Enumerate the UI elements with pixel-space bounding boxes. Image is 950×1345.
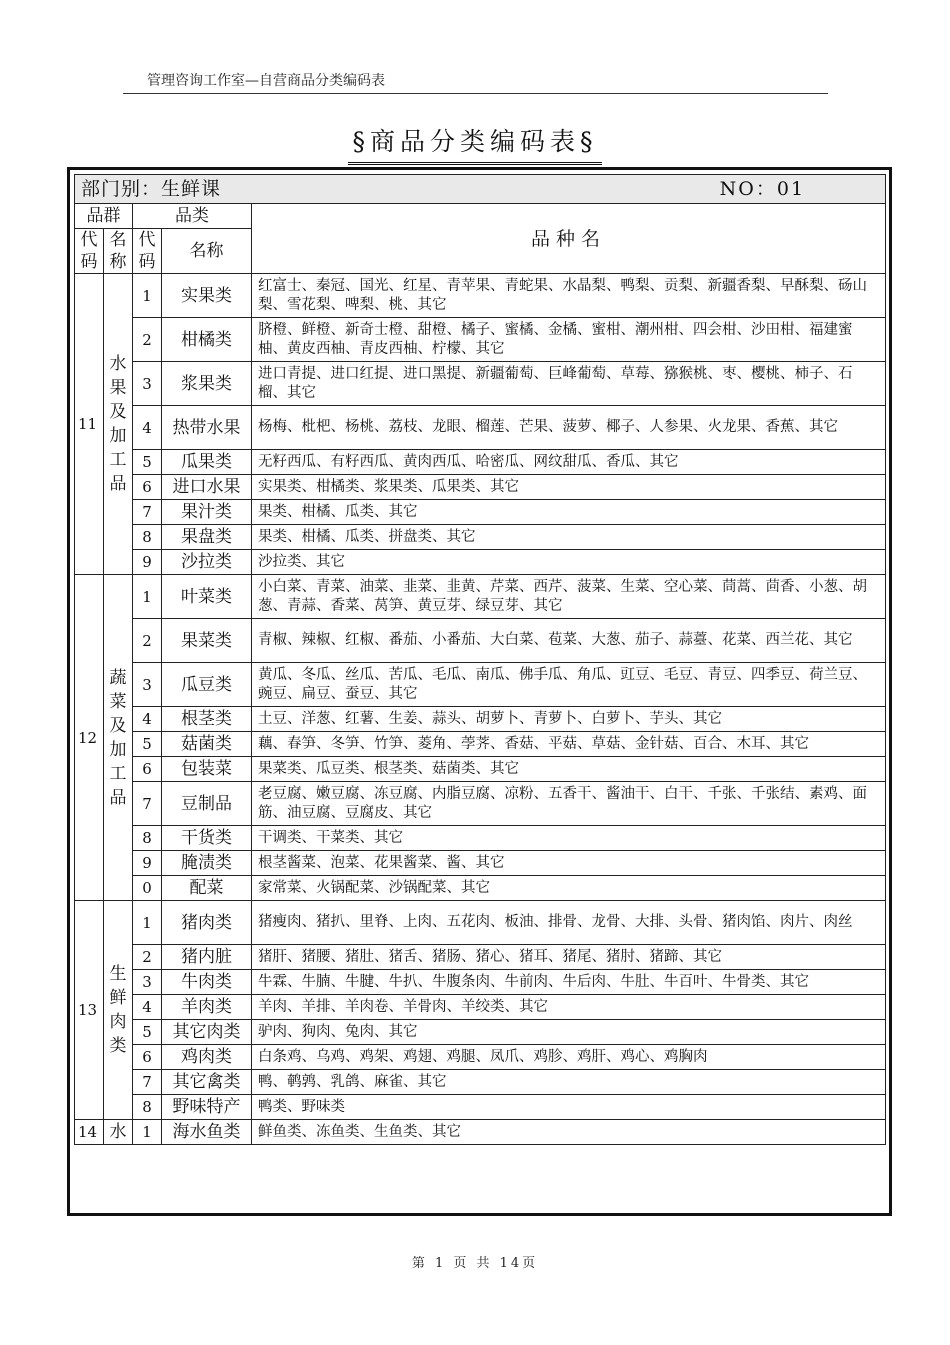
table-row [75, 945, 886, 970]
department-number: NO：01 [719, 178, 806, 200]
department-label: 部门别：生鲜课 [81, 178, 222, 200]
group-header: 品群 [75, 204, 133, 229]
category-name: 沙拉类 [162, 550, 252, 575]
code-table-frame [67, 167, 892, 1216]
category-varieties: 果类、柑橘、瓜类、拼盘类、其它 [252, 525, 886, 550]
category-varieties: 白条鸡、乌鸡、鸡架、鸡翅、鸡腿、凤爪、鸡胗、鸡肝、鸡心、鸡胸肉 [252, 1045, 886, 1070]
category-header: 品类 [133, 204, 252, 229]
category-name: 浆果类 [162, 362, 252, 406]
category-varieties: 鸭类、野味类 [252, 1095, 886, 1120]
table-row [75, 475, 886, 500]
category-name: 瓜果类 [162, 450, 252, 475]
category-varieties: 老豆腐、嫩豆腐、冻豆腐、内脂豆腐、凉粉、五香干、酱油干、白干、千张、千张结、素鸡、面筋、油豆腐、豆腐皮、其它 [252, 782, 886, 826]
table-row [75, 970, 886, 995]
category-code: 9 [133, 851, 162, 876]
category-name: 干货类 [162, 826, 252, 851]
category-name: 果盘类 [162, 525, 252, 550]
category-varieties: 黄瓜、冬瓜、丝瓜、苦瓜、毛瓜、南瓜、佛手瓜、角瓜、豇豆、毛豆、青豆、四季豆、荷兰豆、豌豆、扁豆、蚕豆、其它 [252, 663, 886, 707]
category-name: 羊肉类 [162, 995, 252, 1020]
category-code: 4 [133, 707, 162, 732]
category-code: 6 [133, 1045, 162, 1070]
category-code: 3 [133, 663, 162, 707]
table-row [75, 757, 886, 782]
category-code: 5 [133, 1020, 162, 1045]
category-varieties: 土豆、洋葱、红薯、生姜、蒜头、胡萝卜、青萝卜、白萝卜、芋头、其它 [252, 707, 886, 732]
category-name: 果菜类 [162, 619, 252, 663]
category-name: 根茎类 [162, 707, 252, 732]
table-row [75, 901, 886, 945]
category-code: 1 [133, 274, 162, 318]
table-row [75, 500, 886, 525]
header-row-1 [75, 204, 886, 229]
category-varieties: 羊肉、羊排、羊肉卷、羊骨肉、羊绞类、其它 [252, 995, 886, 1020]
table-row [75, 619, 886, 663]
category-name: 果汁类 [162, 500, 252, 525]
table-row [75, 732, 886, 757]
category-code: 8 [133, 1095, 162, 1120]
category-name: 野味特产 [162, 1095, 252, 1120]
table-row [75, 1070, 886, 1095]
category-code: 2 [133, 945, 162, 970]
table-row [75, 318, 886, 362]
group-code: 14 [75, 1120, 104, 1145]
category-code: 2 [133, 619, 162, 663]
document-title-wrap [0, 122, 950, 165]
category-code: 4 [133, 995, 162, 1020]
group-name: 水 [104, 1120, 133, 1145]
table-row [75, 1045, 886, 1070]
header-rule [123, 93, 828, 94]
category-code: 1 [133, 575, 162, 619]
category-name: 牛肉类 [162, 970, 252, 995]
category-code: 5 [133, 732, 162, 757]
category-name: 豆制品 [162, 782, 252, 826]
table-row [75, 1020, 886, 1045]
table-row [75, 406, 886, 450]
table-row [75, 1095, 886, 1120]
category-varieties: 猪瘦肉、猪扒、里脊、上肉、五花肉、板油、排骨、龙骨、大排、头骨、猪肉馅、肉片、肉丝 [252, 901, 886, 945]
category-name: 实果类 [162, 274, 252, 318]
category-code: 6 [133, 475, 162, 500]
group-name: 生鲜肉类 [104, 901, 133, 1120]
table-row [75, 995, 886, 1020]
category-name: 叶菜类 [162, 575, 252, 619]
category-code: 8 [133, 826, 162, 851]
category-name: 猪内脏 [162, 945, 252, 970]
category-varieties: 进口青提、进口红提、进口黑提、新疆葡萄、巨峰葡萄、草莓、猕猴桃、枣、樱桃、柿子、石榴、其它 [252, 362, 886, 406]
category-name: 其它禽类 [162, 1070, 252, 1095]
category-varieties: 根茎酱菜、泡菜、花果酱菜、酱、其它 [252, 851, 886, 876]
department-row [75, 175, 886, 204]
category-name: 配菜 [162, 876, 252, 901]
category-code: 3 [133, 970, 162, 995]
table-row [75, 274, 886, 318]
category-code: 4 [133, 406, 162, 450]
category-code: 0 [133, 876, 162, 901]
group-code-header: 代码 [75, 229, 104, 274]
group-name: 蔬菜及加工品 [104, 575, 133, 901]
variety-header: 品种名 [252, 204, 886, 274]
category-varieties: 鲜鱼类、冻鱼类、生鱼类、其它 [252, 1120, 886, 1145]
page-footer: 第 1 页 共 14页 [411, 1256, 539, 1271]
category-code: 1 [133, 1120, 162, 1145]
category-varieties: 驴肉、狗肉、兔肉、其它 [252, 1020, 886, 1045]
group-name: 水果及加工品 [104, 274, 133, 575]
table-row [75, 525, 886, 550]
category-name: 其它肉类 [162, 1020, 252, 1045]
category-varieties: 沙拉类、其它 [252, 550, 886, 575]
category-name: 鸡肉类 [162, 1045, 252, 1070]
category-varieties: 红富士、秦冠、国光、红星、青苹果、青蛇果、水晶梨、鸭梨、贡梨、新疆香梨、早酥梨、砀山梨、雪花梨、啤梨、桃、其它 [252, 274, 886, 318]
category-varieties: 无籽西瓜、有籽西瓜、黄肉西瓜、哈密瓜、网纹甜瓜、香瓜、其它 [252, 450, 886, 475]
category-name: 瓜豆类 [162, 663, 252, 707]
category-code: 7 [133, 500, 162, 525]
category-code-header: 代码 [133, 229, 162, 274]
category-varieties: 果类、柑橘、瓜类、其它 [252, 500, 886, 525]
category-name-header: 名称 [162, 229, 252, 274]
table-row [75, 851, 886, 876]
category-name: 进口水果 [162, 475, 252, 500]
department-cell [75, 175, 886, 204]
table-row [75, 362, 886, 406]
group-code: 13 [75, 901, 104, 1120]
category-varieties: 猪肝、猪腰、猪肚、猪舌、猪肠、猪心、猪耳、猪尾、猪肘、猪蹄、其它 [252, 945, 886, 970]
category-code: 7 [133, 782, 162, 826]
category-name: 包装菜 [162, 757, 252, 782]
category-name: 猪肉类 [162, 901, 252, 945]
category-varieties: 杨梅、枇杷、杨桃、荔枝、龙眼、榴莲、芒果、菠萝、椰子、人参果、火龙果、香蕉、其它 [252, 406, 886, 450]
table-row [75, 782, 886, 826]
category-varieties: 脐橙、鲜橙、新奇士橙、甜橙、橘子、蜜橘、金橘、蜜柑、潮州柑、四会柑、沙田柑、福建蜜柚、黄皮西柚、青皮西柚、柠檬、其它 [252, 318, 886, 362]
category-code: 1 [133, 901, 162, 945]
category-varieties: 小白菜、青菜、油菜、韭菜、韭黄、芹菜、西芹、菠菜、生菜、空心菜、茼蒿、茴香、小葱、胡葱、青蒜、香菜、莴笋、黄豆芽、绿豆芽、其它 [252, 575, 886, 619]
category-name: 腌渍类 [162, 851, 252, 876]
category-varieties: 牛霖、牛腩、牛腱、牛扒、牛腹条肉、牛前肉、牛后肉、牛肚、牛百叶、牛骨类、其它 [252, 970, 886, 995]
table-row [75, 550, 886, 575]
table-row [75, 575, 886, 619]
category-code: 9 [133, 550, 162, 575]
category-code: 2 [133, 318, 162, 362]
category-code: 3 [133, 362, 162, 406]
table-row [75, 1120, 886, 1145]
table-row [75, 876, 886, 901]
group-name-header: 名称 [104, 229, 133, 274]
category-name: 菇菌类 [162, 732, 252, 757]
group-code: 12 [75, 575, 104, 901]
category-varieties: 果菜类、瓜豆类、根茎类、菇菌类、其它 [252, 757, 886, 782]
category-code: 8 [133, 525, 162, 550]
category-varieties: 家常菜、火锅配菜、沙锅配菜、其它 [252, 876, 886, 901]
table-row [75, 663, 886, 707]
table-row [75, 707, 886, 732]
running-header: 管理咨询工作室—自营商品分类编码表 [147, 73, 385, 89]
category-varieties: 干调类、干菜类、其它 [252, 826, 886, 851]
category-varieties: 实果类、柑橘类、浆果类、瓜果类、其它 [252, 475, 886, 500]
category-code: 5 [133, 450, 162, 475]
group-code: 11 [75, 274, 104, 575]
table-row [75, 826, 886, 851]
classification-table [74, 174, 886, 1145]
table-row [75, 450, 886, 475]
category-name: 海水鱼类 [162, 1120, 252, 1145]
category-varieties: 藕、春笋、冬笋、竹笋、菱角、荸荠、香菇、平菇、草菇、金针菇、百合、木耳、其它 [252, 732, 886, 757]
category-varieties: 鸭、鹌鹑、乳鸽、麻雀、其它 [252, 1070, 886, 1095]
category-name: 柑橘类 [162, 318, 252, 362]
category-code: 6 [133, 757, 162, 782]
document-title: §商品分类编码表§ [348, 122, 601, 165]
category-name: 热带水果 [162, 406, 252, 450]
category-code: 7 [133, 1070, 162, 1095]
category-varieties: 青椒、辣椒、红椒、番茄、小番茄、大白菜、苞菜、大葱、茄子、蒜薹、花菜、西兰花、其它 [252, 619, 886, 663]
